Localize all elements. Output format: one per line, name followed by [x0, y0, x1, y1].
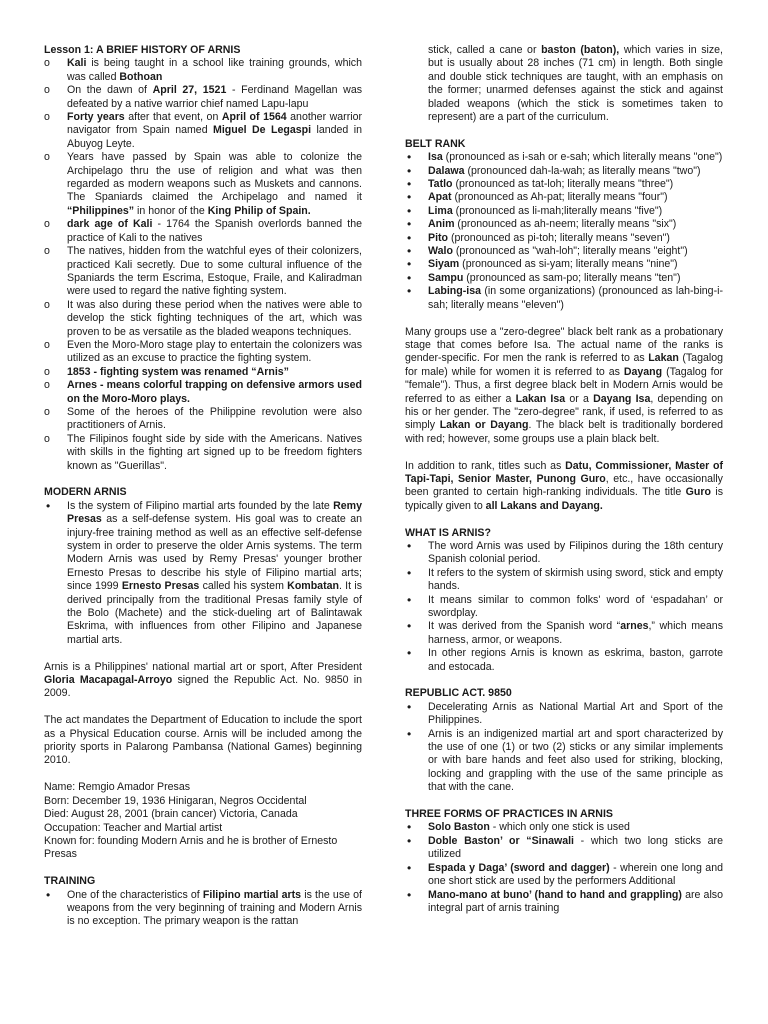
training-continuation: stick, called a cane or baston (baton), which varies in size, but is usually about 28 inches (71 cm) in length. Both single and double stick techniques are taught, with an emphasis on the former; unarmed defenses against the stick and against bladed weapons (which the stick is sometimes taken to represent) are a part of the curriculum. — [428, 44, 723, 124]
list-item: o On the dawn of April 27, 1521 - Ferdinand Magellan was defeated by a native warrior chief named Lapu-lapu — [44, 84, 362, 111]
history-list — [44, 57, 362, 473]
list-item: • Labing-isa (in some organizations) (pronounced as lah-bing-i- sah; literally means "eleven") — [405, 285, 723, 312]
bio-died: Died: August 28, 2001 (brain cancer) Victoria, Canada — [44, 808, 298, 821]
left-column — [44, 44, 362, 929]
list-item: o Some of the heroes of the Philippine revolution were also practitioners of Arnis. — [44, 406, 362, 433]
lesson-title: Lesson 1: A BRIEF HISTORY OF ARNIS — [44, 44, 241, 56]
list-item: o Kali is being taught in a school like training grounds, which was called Bothoan — [44, 57, 362, 84]
deped-paragraph: The act mandates the Department of Education to include the sport as a Physical Education course. Arnis will be included among the priority sports in Palarong Pambansa (National Games) beginning 2010. — [44, 714, 362, 767]
titles-paragraph: In addition to rank, titles such as Datu, Commissioner, Master of Tapi-Tapi, Senior Master, Punong Guro, etc., have occasionally been granted to certain high-ranking individuals. The title Guro is typically given to all Lakans and Dayang. — [405, 459, 724, 512]
list-item: • Walo (pronounced as "wah-loh"; literally means "eight") — [405, 245, 723, 258]
republic-act-heading: REPUBLIC ACT. 9850 — [405, 687, 512, 700]
list-item: o The natives, hidden from the watchful eyes of their colonizers, practiced Kali secretly. Due to some cultural influence of the Spaniards the term Escrima, Estoque, Fraile, and Kaliradman were used to regard the native fighting system. — [44, 245, 362, 299]
what-is-arnis-list — [405, 540, 723, 674]
list-item: • Espada y Daga’ (sword and dagger) - wherein one long and one short stick are used by the performers Additional — [405, 862, 723, 889]
list-item: o It was also during these period when the natives were able to develop the stick fighting techniques of the art, which was proven to be as versatile as the bladed weapons techniques. — [44, 299, 362, 339]
list-item: • It means similar to common folks' word of ‘espadahan’ or swordplay. — [405, 594, 723, 621]
list-item: • Pito (pronounced as pi-toh; literally means "seven") — [405, 232, 723, 245]
republic-act-list — [405, 701, 723, 795]
zero-degree-paragraph: Many groups use a "zero-degree" black belt rank as a probationary stage that comes before Isa. The actual name of the ranks is gender-specific. For men the rank is referred to as Lakan (Tagalog for male) while for women it is referred to as Dayang (Tagalog for "female"). Thus, a first degree black belt in Modern Arnis would be referred to as either a Lakan Isa or a Dayang Isa, depending on his or her gender. The "zero-degree" rank, if used, is referred to as simply Lakan or Dayang. The black belt is traditionally bordered with red; however, some groups use a plain black belt. — [405, 325, 723, 445]
bio-name: Name: Remgio Amador Presas — [44, 781, 191, 794]
list-item: • Apat (pronounced as Ah-pat; literally means "four") — [405, 191, 723, 204]
bio-born: Born: December 19, 1936 Hinigaran, Negros Occidental — [44, 794, 307, 807]
list-item: o Forty years after that event, on April of 1564 another warrior navigator from Spain named Miguel De Legaspi landed in Abuyog Leyte. — [44, 111, 362, 151]
belt-rank-heading: BELT RANK — [405, 137, 466, 150]
list-item: • Lima (pronounced as li-mah;literally means "five") — [405, 205, 723, 218]
list-item: • Arnis is an indigenized martial art and sport characterized by the use of one (1) or two (2) sticks or any similar implements or with bare hands and feet also used for striking, blocking, locking and grappling with the use of the same principle as that with the cane. — [405, 728, 723, 795]
list-item: • Decelerating Arnis as National Martial Art and Sport of the Philippines. — [405, 701, 723, 728]
list-item: • Dalawa (pronounced dah-la-wah; as literally means "two") — [405, 165, 723, 178]
list-item: o 1853 - fighting system was renamed “Arnis” — [44, 366, 362, 379]
list-item: • It refers to the system of skirmish using sword, stick and empty hands. — [405, 567, 723, 594]
list-item: • Is the system of Filipino martial arts founded by the late Remy Presas as a self-defense system. His goal was to create an injury-free training method as well as an effective self-defense system in order to preserve the older Arnis systems. The term Modern Arnis was used by Remy Presas' younger brother Ernesto Presas to describe his style of Filipino martial arts; since 1999 Ernesto Presas called his system Kombatan. It is derived principally from the traditional Presas family style of the Bolo (Machete) and the stick-dueling art of Balintawak Eskrima, with influences from other Filipino and Japanese martial arts. — [44, 500, 362, 647]
right-column — [405, 44, 723, 915]
modern-arnis-list — [44, 500, 362, 647]
list-item: • Isa (pronounced as i-sah or e-sah; which literally means "one") — [405, 151, 723, 164]
training-heading: TRAINING — [44, 875, 96, 888]
list-item: • Tatlo (pronounced as tat-loh; literally means "three") — [405, 178, 723, 191]
list-item: • The word Arnis was used by Filipinos during the 18th century Spanish colonial period. — [405, 540, 723, 567]
list-item: • In other regions Arnis is known as eskrima, baston, garrote and estocada. — [405, 647, 723, 674]
list-item: o dark age of Kali - 1764 the Spanish overlords banned the practice of Kali to the natives — [44, 218, 362, 245]
bio-known-for: Known for: founding Modern Arnis and he is brother of Ernesto Presas — [44, 834, 338, 861]
list-item: • One of the characteristics of Filipino martial arts is the use of weapons from the very beginning of training and Modern Arnis is no exception. The primary weapon is the rattan — [44, 889, 362, 929]
list-item: • Anim (pronounced as ah-neem; literally means "six") — [405, 218, 723, 231]
list-item: • Doble Baston’ or “Sinawali - which two long sticks are utilized — [405, 835, 723, 862]
list-item: • Siyam (pronounced as si-yam; literally means "nine") — [405, 258, 723, 271]
list-item: o The Filipinos fought side by side with the Americans. Natives with skills in the fighting art signed up to be freedom fighters known as "Guerillas". — [44, 433, 362, 473]
list-item: • Sampu (pronounced as sam-po; literally means "ten") — [405, 272, 723, 285]
what-is-arnis-heading: WHAT IS ARNIS? — [405, 526, 491, 539]
list-item: • Mano-mano at buno’ (hand to hand and grappling) are also integral part of arnis training — [405, 889, 723, 916]
presas-bio — [44, 781, 362, 861]
bio-occupation: Occupation: Teacher and Martial artist — [44, 821, 223, 834]
training-list — [44, 889, 362, 929]
list-item: • It was derived from the Spanish word “arnes,” which means harness, armor, or weapons. — [405, 620, 723, 647]
three-forms-heading: THREE FORMS OF PRACTICES IN ARNIS — [405, 808, 613, 821]
list-item: o Years have passed by Spain was able to colonize the Archipelago thru the use of religion and what was then regarded as modern weapons such as Muskets and cannons. The Spaniards claimed the Archipelago and named it “Philippines” in honor of the King Philip of Spain. — [44, 151, 362, 218]
modern-arnis-heading: MODERN ARNIS — [44, 486, 127, 499]
list-item: • Solo Baston - which only one stick is used — [405, 821, 723, 834]
national-sport-paragraph: Arnis is a Philippines' national martial art or sport, After President Gloria Macapagal-Arroyo signed the Republic Act. No. 9850 in 2009. — [44, 660, 363, 700]
three-forms-list — [405, 821, 723, 915]
list-item: o Arnes - means colorful trapping on defensive armors used on the Moro-Moro plays. — [44, 379, 362, 406]
list-item: o Even the Moro-Moro stage play to entertain the colonizers was utilized as an excuse to practice the fighting system. — [44, 339, 362, 366]
belt-rank-list — [405, 151, 723, 312]
